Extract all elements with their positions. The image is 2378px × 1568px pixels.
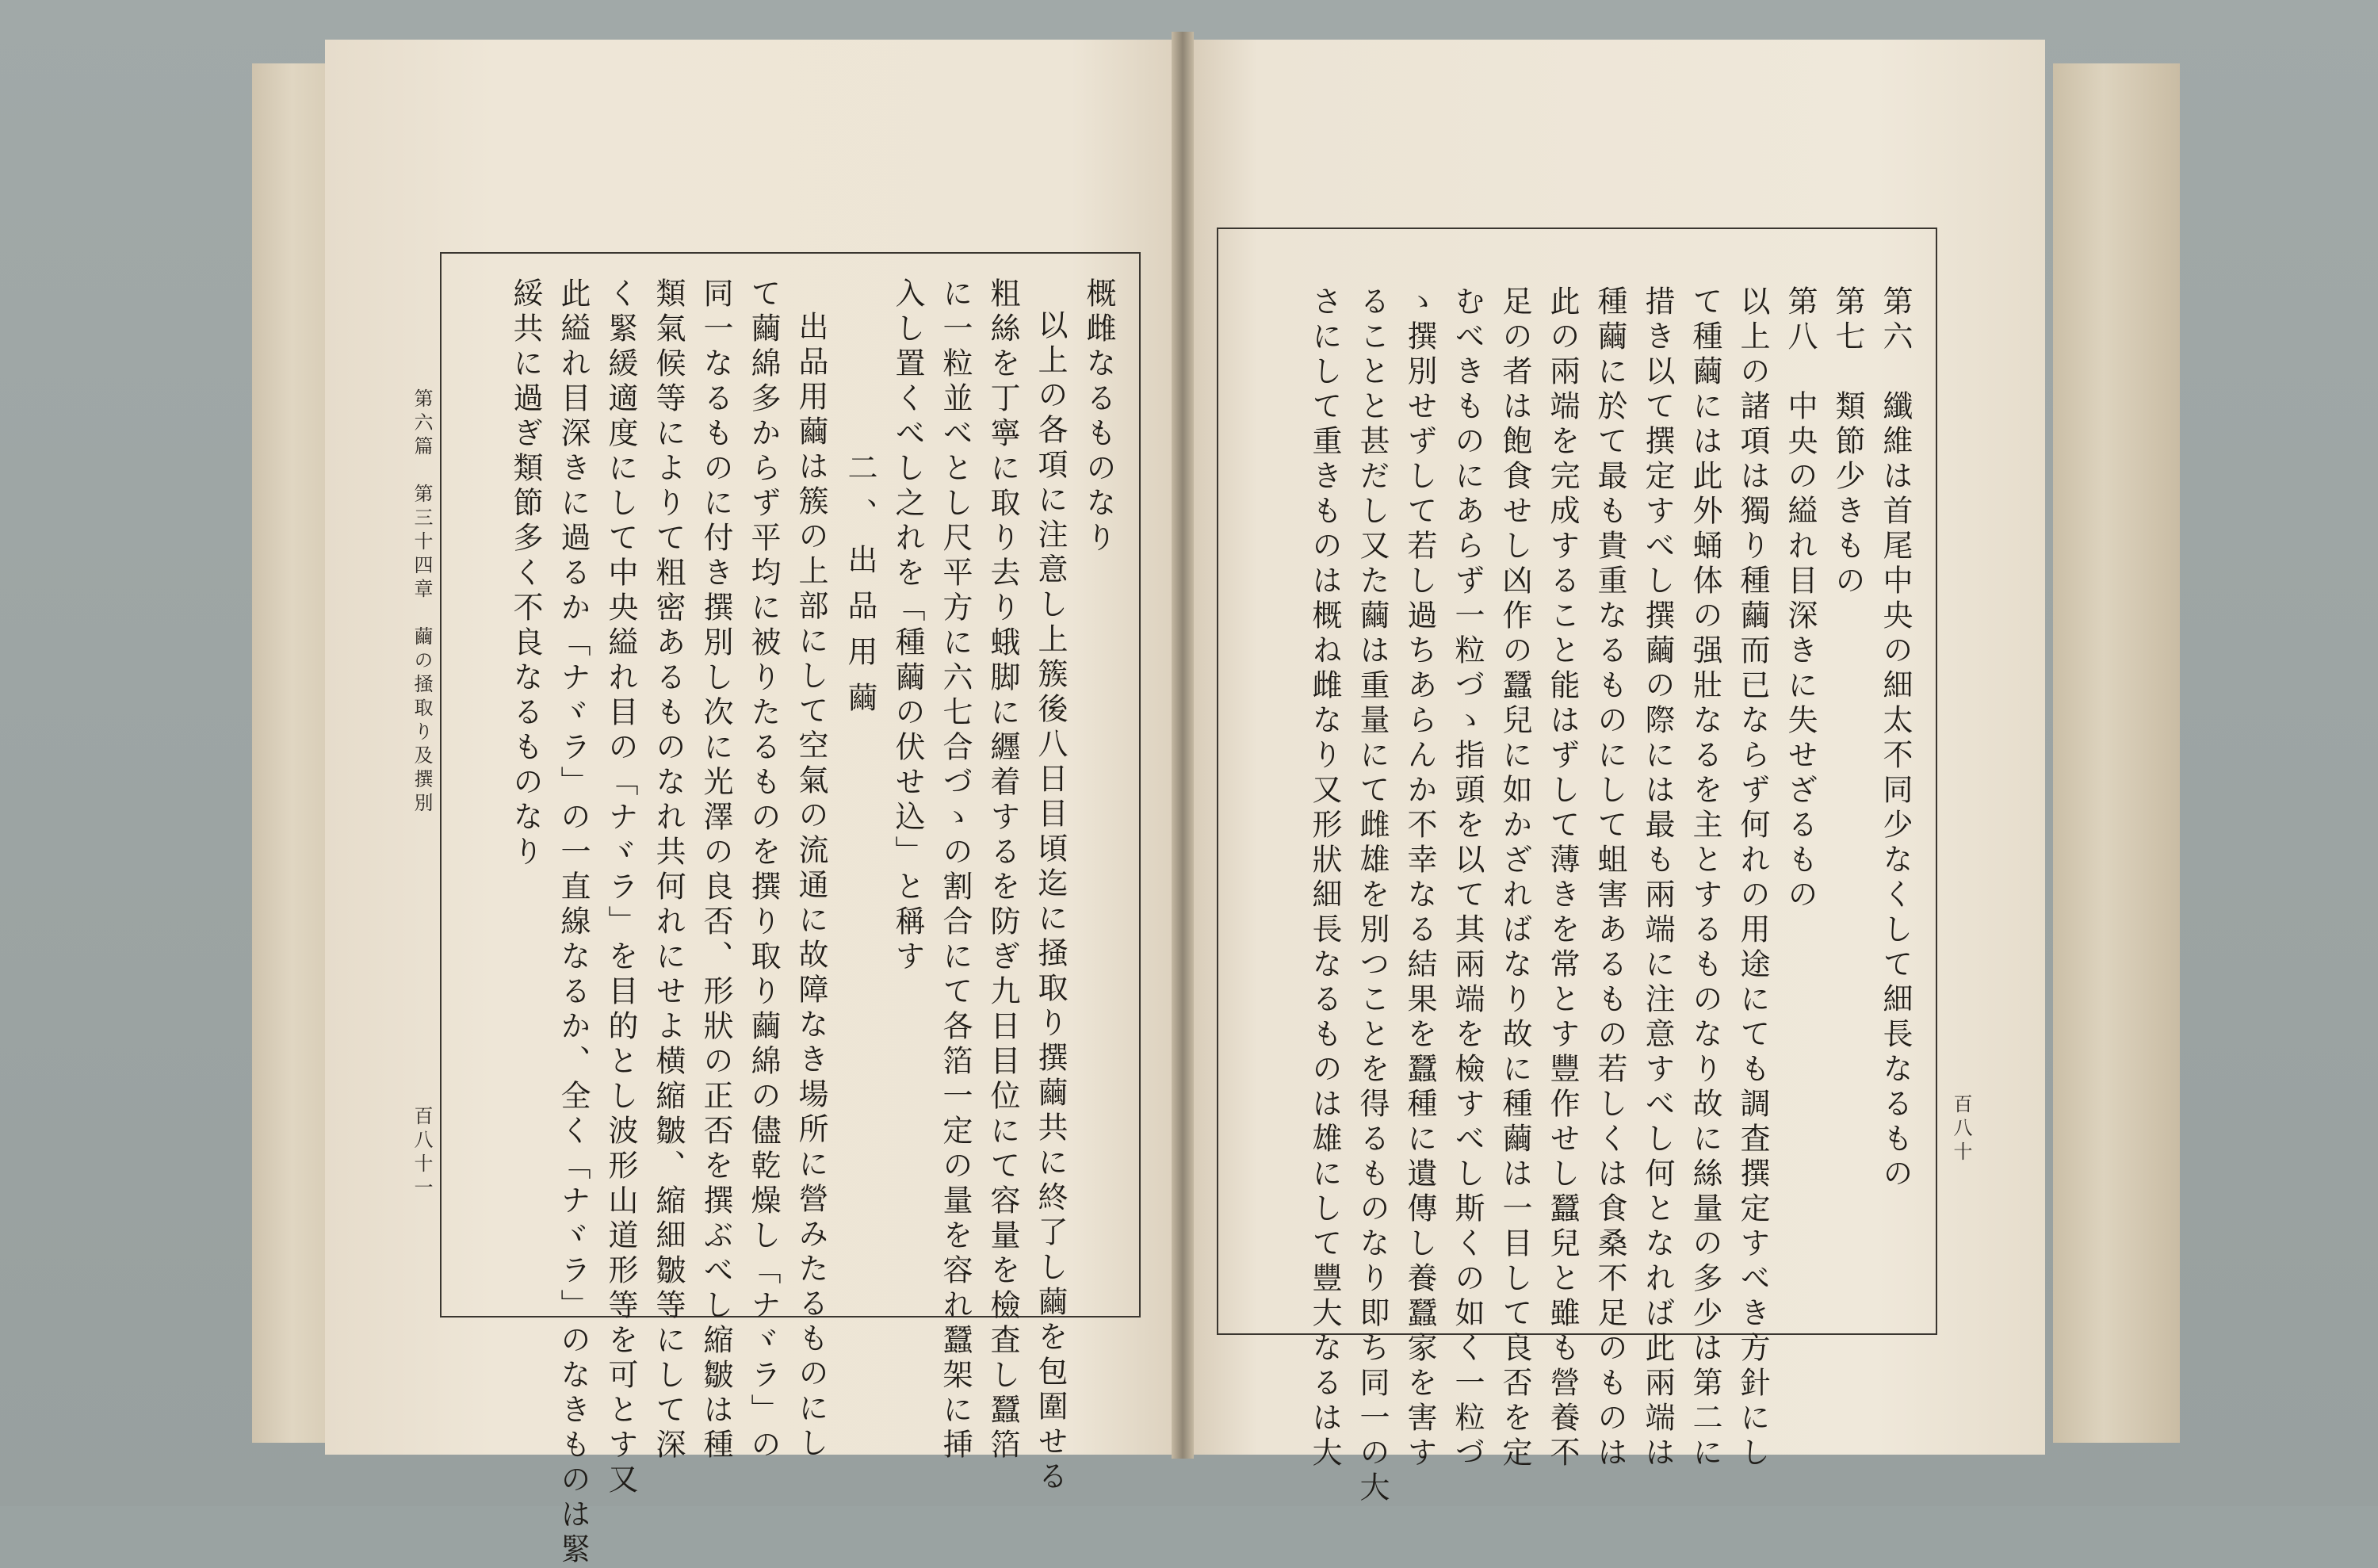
right-col-1: 第六 纖維は首尾中央の細太不同少なくして細長なるもの: [1878, 285, 1913, 1192]
right-col-7: 種繭に於て最も貴重なるものにして蛆害あるもの若しくは食桑不足のものは: [1592, 285, 1627, 1471]
book-gutter: [1172, 32, 1194, 1459]
right-col-5: て種繭には此外蛹体の强壯なるを主とするものなり故に絲量の多少は第二に: [1688, 285, 1722, 1471]
left-col-8: て繭綿多からず平均に被りたるものを撰り取り繭綿の儘乾燥し「ナヾラ」の: [746, 277, 781, 1463]
right-page-number: 百八十: [1950, 1094, 1972, 1165]
left-col-11: く緊緩適度にして中央縊れ目の「ナヾラ」を目的とし波形山道形等を可とす又: [603, 277, 638, 1498]
right-col-4: 以上の諸項は獨り種繭而已ならず何れの用途にても調査撰定すべき方針にし: [1735, 285, 1770, 1471]
left-col-13: 綏共に過ぎ類節多く不良なるものなり: [508, 277, 543, 870]
right-col-12: ることと甚だし又た繭は重量にて雌雄を別つことを得るものなり即ち同一の大: [1355, 285, 1390, 1506]
left-page-number: 百八十一: [411, 1106, 433, 1201]
right-col-2: 第七 類節少きもの: [1830, 285, 1865, 599]
left-col-4: に一粒並べとし尺平方に六七合づゝの割合にて各箔一定の量を容れ蠶架に挿: [938, 277, 973, 1463]
left-col-9: 同一なるものに付き撰別し次に光澤の良否、形狀の正否を撰ぶべし縮皺は種: [698, 277, 733, 1463]
right-col-11: ゝ撰別せずして若し過ちあらんか不幸なる結果を蠶種に遺傳し養蠶家を害す: [1402, 285, 1437, 1471]
left-running-header: 第六篇 第三十四章 繭の掻取り及撰別: [411, 388, 433, 817]
right-col-8: 此の兩端を完成すること能はずして薄きを常とす豐作せし蠶兒と雖も營養不: [1545, 285, 1580, 1471]
right-col-9: 足の者は飽食せし凶作の蠶兒に如かざればなり故に種繭は一目して良否を定: [1497, 285, 1532, 1471]
left-col-7: 出品用繭は簇の上部にして空氣の流通に故障なき場所に營みたるものにし: [793, 311, 828, 1462]
left-col-10: 類氣候等によりて粗密あるものなれ共何れにせよ横縮皺、縮細皺等にして深: [651, 277, 686, 1463]
left-section-heading: 二、出品用繭: [843, 452, 877, 728]
right-col-3: 第八 中央の縊れ目深きに失せざるもの: [1783, 285, 1818, 913]
left-col-12: 此縊れ目深きに過るか「ナヾラ」の一直線なるか、全く「ナヾラ」のなきものは緊: [556, 277, 591, 1568]
right-col-13: さにして重きものは概ね雌なり又形狀細長なるものは雄にして豐大なるは大: [1307, 285, 1342, 1471]
right-page-edges: [2053, 63, 2180, 1443]
left-col-3: 粗絲を丁寧に取り去り蛾脚に纒着するを防ぎ九日目位にて容量を檢査し蠶箔: [985, 277, 1020, 1463]
left-col-5: 入し置くべし之れを「種繭の伏せ込」と稱す: [890, 277, 925, 975]
left-col-2: 以上の各項に注意し上簇後八日目頃迄に掻取り撰繭共に終了し繭を包圍せる: [1033, 309, 1068, 1495]
right-col-6: 措き以て撰定すべし撰繭の際には最も兩端に注意すべし何となれば此兩端は: [1640, 285, 1675, 1471]
left-page-edges: [252, 63, 331, 1443]
left-col-1: 概雌なるものなり: [1081, 277, 1116, 556]
right-col-10: むべきものにあらず一粒づゝ指頭を以て其兩端を檢すべし斯くの如く一粒づ: [1450, 285, 1485, 1471]
